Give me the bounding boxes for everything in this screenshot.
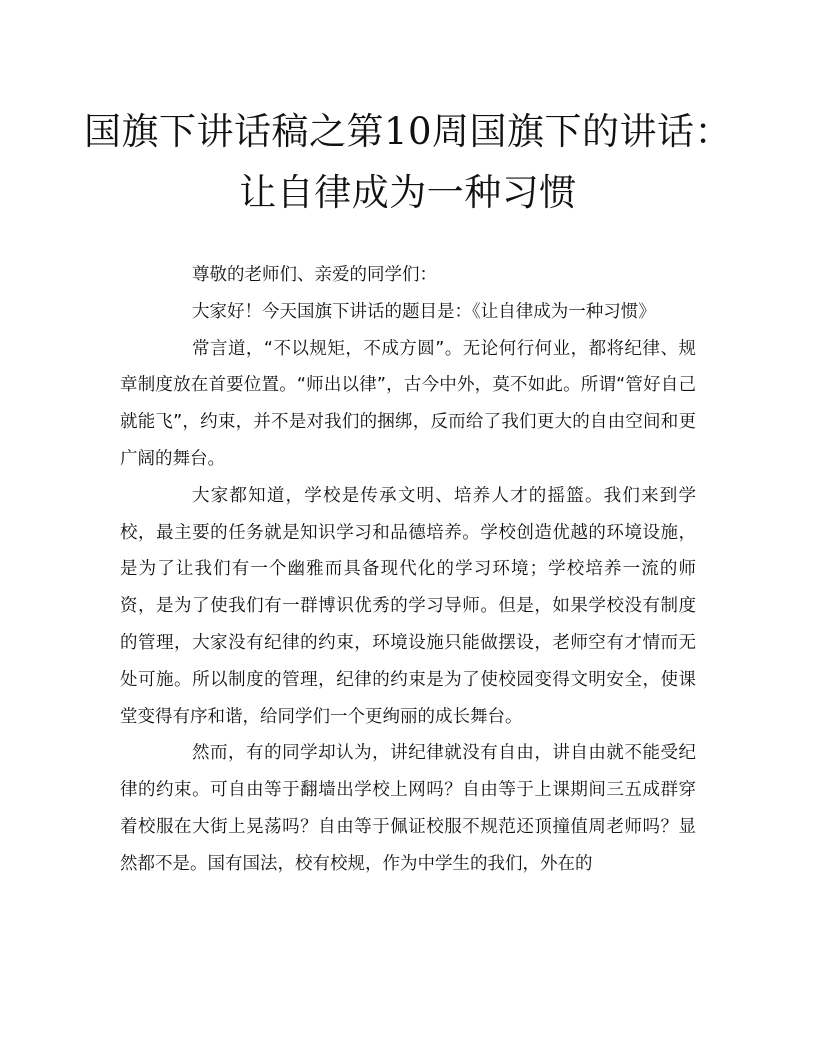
salutation-paragraph: 尊敬的老师们、亲爱的同学们： <box>192 265 437 285</box>
body-paragraph: 大家都知道，学校是传承文明、培养人才的摇篮。我们来到学校，最主要的任务就是知识学习和品德培养。学校创造优越的环境设施，是为了让我们有一个幽雅而具备现代化的学习环境；学校培养一流的师资，是为了使我们有一群博识优秀的学习导师。但是，如果学校没有制度的管理，大家没有纪律的约束，环境设施只能做摆设，老师空有才情而无处可施。所以制度的管理，纪律的约束是为了使校园变得文明安全，使课堂变得有序和谐，给同学们一个更绚丽的成长舞台。 <box>120 485 696 727</box>
document-title-line-2: 让自律成为一种习惯 <box>239 171 577 214</box>
document-body <box>120 257 696 883</box>
greeting-paragraph: 大家好！今天国旗下讲话的题目是：《让自律成为一种习惯》 <box>192 301 656 322</box>
body-paragraph: 然而，有的同学却认为，讲纪律就没有自由，讲自由就不能受纪律的约束。可自由等于翻墙出学校上网吗？自由等于上课期间三五成群穿着校服在大街上晃荡吗？自由等于佩证校服不规范还顶撞值周老师吗？显然都不是。国有国法，校有校规，作为中学生的我们，外在的 <box>120 743 696 874</box>
body-paragraph: 常言道，“不以规矩，不成方圆”。无论何行何业，都将纪律、规章制度放在首要位置。“师出以律”，古今中外，莫不如此。所谓“管好自己就能飞”，约束，并不是对我们的捆绑，反而给了我们更大的自由空间和更广阔的舞台。 <box>120 338 696 469</box>
document-title-line-1: 国旗下讲话稿之第10周国旗下的讲话： <box>83 110 733 153</box>
